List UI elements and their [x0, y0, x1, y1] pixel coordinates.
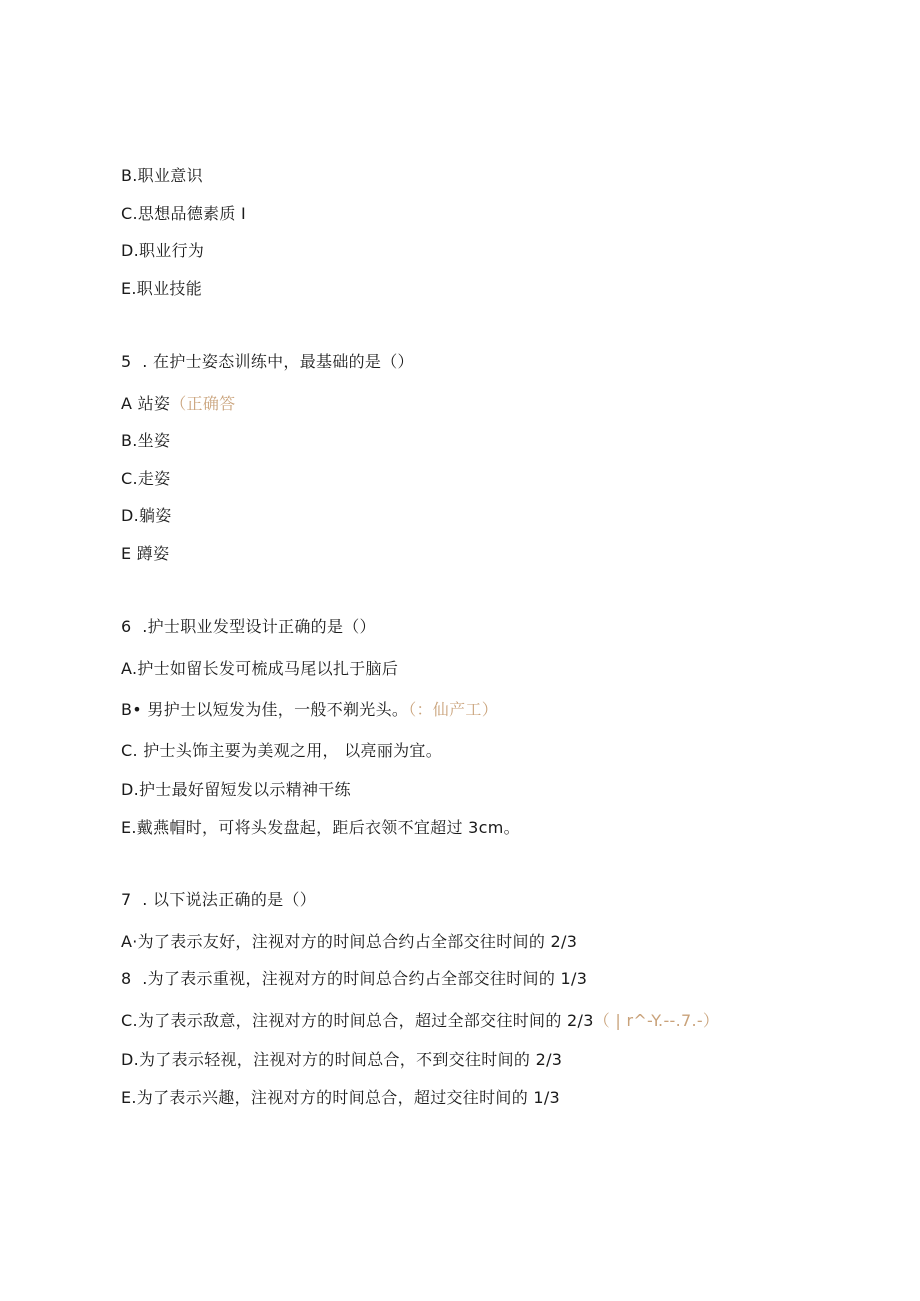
option-d-professional-behavior: D.职业行为 — [121, 241, 205, 260]
q6-option-a: A.护士如留长发可梳成马尾以扎于脑后 — [121, 659, 399, 678]
q6-option-d: D.护士最好留短发以示精神干练 — [121, 780, 351, 799]
question-5: 5 . 在护士姿态训练中，最基础的是（） — [121, 352, 414, 371]
q7-option-a: A·为了表示友好，注视对方的时间总合约占全部交往时间的 2/3 — [121, 932, 578, 951]
q6-option-b: B• 男护士以短发为佳，一般不剃光头。（：仙产工） — [121, 700, 499, 719]
answer-annotation: （ | r^-Y.--.7.-） — [593, 1011, 720, 1030]
q7-option-e: E.为了表示兴趣，注视对方的时间总合，超过交往时间的 1/3 — [121, 1088, 561, 1107]
option-c-moral-quality: C.思想品德素质 I — [121, 204, 247, 223]
q7-option-d: D.为了表示轻视，注视对方的时间总合，不到交往时间的 2/3 — [121, 1050, 563, 1069]
answer-annotation: （：仙产工） — [408, 700, 499, 719]
q5-option-d: D.躺姿 — [121, 506, 172, 525]
q5-option-e: E 蹲姿 — [121, 544, 170, 563]
option-b-professional-awareness: B.职业意识 — [121, 166, 203, 185]
q5-option-b: B.坐姿 — [121, 431, 171, 450]
q7-option-c: C.为了表示敌意，注视对方的时间总合，超过全部交往时间的 2/3（ | r^-Y.--.7.-） — [121, 1011, 720, 1030]
option-e-professional-skills: E.职业技能 — [121, 279, 202, 298]
q7-option-b: 8 .为了表示重视，注视对方的时间总合约占全部交往时间的 1/3 — [121, 969, 588, 988]
question-6: 6 .护士职业发型设计正确的是（） — [121, 617, 376, 636]
answer-annotation: （正确答 — [170, 394, 236, 413]
q6-option-c: C. 护士头饰主要为美观之用， 以亮丽为宜。 — [121, 741, 443, 760]
q6-option-e: E.戴燕帽时，可将头发盘起，距后衣领不宜超过 3cm。 — [121, 818, 520, 837]
q5-option-a: A 站姿（正确答 — [121, 394, 236, 413]
question-7: 7 . 以下说法正确的是（） — [121, 890, 317, 909]
q5-option-c: C.走姿 — [121, 469, 171, 488]
